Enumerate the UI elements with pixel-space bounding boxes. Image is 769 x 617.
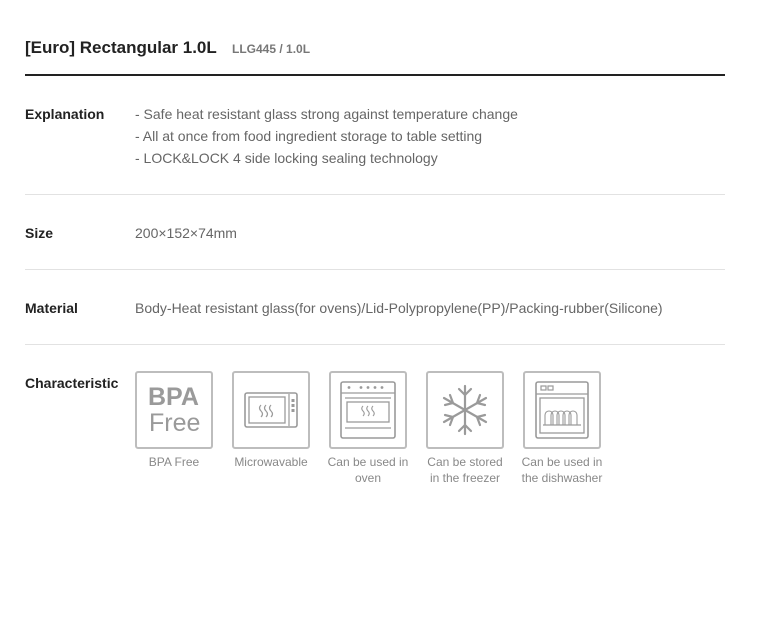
explanation-line: - All at once from food ingredient storage to table setting [135, 128, 483, 144]
size-row [25, 195, 725, 270]
characteristic-caption [216, 454, 326, 470]
caption-line: Microwavable [234, 455, 308, 469]
oven-icon [329, 371, 407, 449]
material-value: Body-Heat resistant glass(for ovens)/Lid-Polypropylene(PP)/Packing-rubber(Silicone) [135, 300, 663, 316]
material-label: Material [25, 300, 78, 316]
explanation-text [135, 103, 518, 169]
caption-line: oven [354, 471, 382, 485]
microwave-icon [232, 371, 310, 449]
characteristic-caption [313, 454, 423, 486]
snowflake-icon [426, 371, 504, 449]
dishwasher-icon [523, 371, 601, 449]
characteristic-caption [507, 454, 617, 486]
explanation-row [25, 92, 725, 195]
caption-line: BPA Free [148, 455, 200, 469]
bpa-free-icon [135, 371, 213, 449]
characteristic-caption [410, 454, 520, 486]
product-code: LLG445 / 1.0L [232, 42, 311, 56]
caption-line: Can be used in [521, 455, 603, 469]
bpa-badge-line2: Free [149, 409, 201, 437]
explanation-label: Explanation [25, 106, 105, 122]
product-header [25, 38, 725, 76]
size-value: 200×152×74mm [135, 225, 237, 241]
characteristic-label: Characteristic [25, 375, 119, 391]
caption-line: Can be stored [427, 455, 503, 469]
explanation-line: - LOCK&LOCK 4 side locking sealing technology [135, 150, 438, 166]
product-title: [Euro] Rectangular 1.0L [25, 38, 217, 57]
material-row [25, 270, 725, 345]
size-label: Size [25, 225, 54, 241]
explanation-line: - Safe heat resistant glass strong against temperature change [135, 106, 518, 122]
bpa-badge-line1: BPA [148, 383, 199, 411]
caption-line: the dishwasher [521, 471, 603, 485]
characteristic-caption [119, 454, 229, 470]
caption-line: in the freezer [429, 471, 501, 485]
caption-line: Can be used in [327, 455, 409, 469]
